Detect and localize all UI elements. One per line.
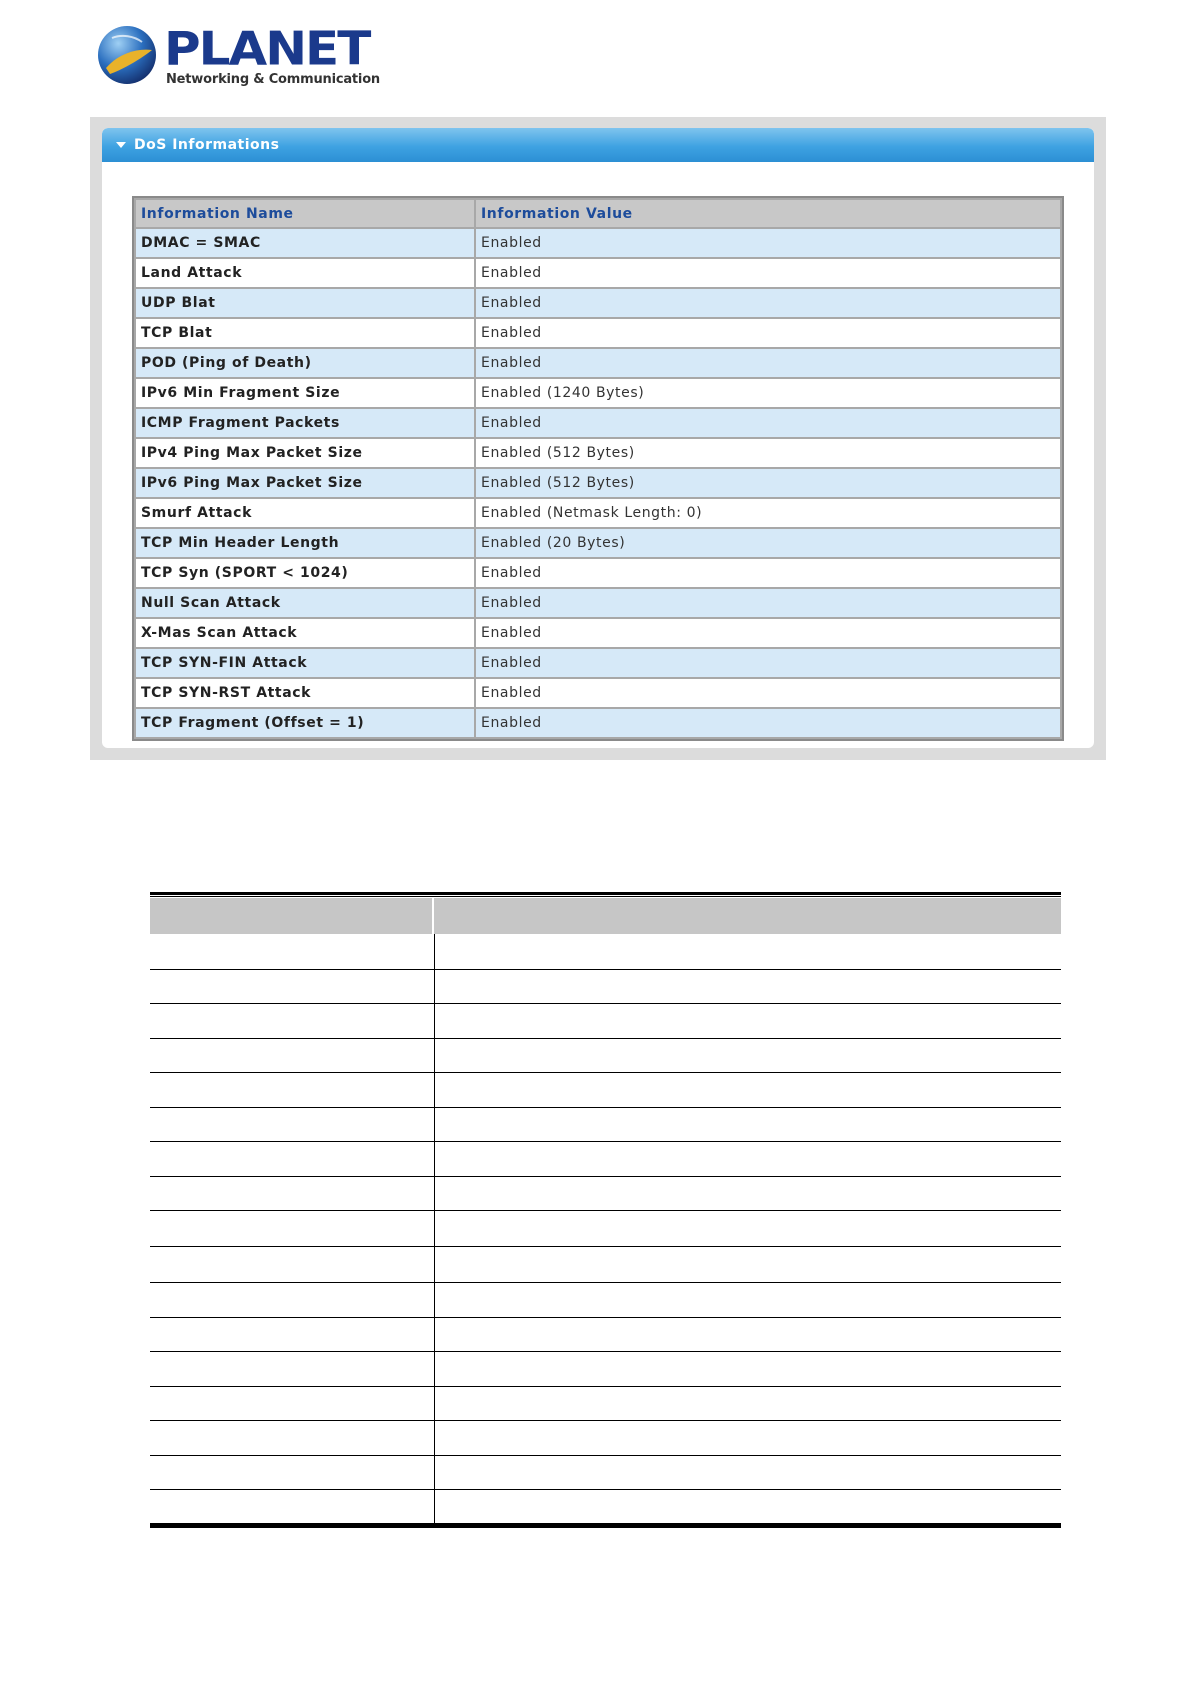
info-name-cell: IPv6 Ping Max Packet Size (135, 468, 475, 498)
table-row (135, 288, 1061, 318)
column-divider (434, 1420, 435, 1455)
info-value-cell: Enabled (475, 258, 1061, 288)
info-value-cell: Enabled (475, 648, 1061, 678)
table-bottom-rule (150, 1523, 1061, 1528)
table-row (150, 1282, 1061, 1318)
table-row (150, 1176, 1061, 1212)
table-row (150, 1210, 1061, 1247)
dos-panel (102, 128, 1094, 748)
column-divider (434, 1455, 435, 1490)
info-name-cell: TCP Syn (SPORT < 1024) (135, 558, 475, 588)
column-header-name: Information Name (135, 199, 475, 228)
table-row (150, 934, 1061, 970)
column-divider (434, 969, 435, 1004)
info-name-cell: DMAC = SMAC (135, 228, 475, 258)
table-row (135, 588, 1061, 618)
info-name-cell: IPv6 Min Fragment Size (135, 378, 475, 408)
table-row (150, 1455, 1061, 1491)
table-header-row (135, 199, 1061, 228)
table-row (150, 1038, 1061, 1074)
column-divider (434, 1317, 435, 1352)
triangle-down-icon[interactable] (116, 142, 126, 148)
table-row (150, 1141, 1061, 1177)
table-row (135, 558, 1061, 588)
info-name-cell: TCP Min Header Length (135, 528, 475, 558)
info-name-cell: TCP Blat (135, 318, 475, 348)
info-value-cell: Enabled (475, 678, 1061, 708)
column-divider (434, 934, 435, 969)
info-name-cell: UDP Blat (135, 288, 475, 318)
table-row (135, 228, 1061, 258)
info-value-cell: Enabled (475, 618, 1061, 648)
info-value-cell: Enabled (512 Bytes) (475, 468, 1061, 498)
column-header-value: Information Value (475, 199, 1061, 228)
table-row (135, 498, 1061, 528)
table-row (135, 438, 1061, 468)
table-row (135, 678, 1061, 708)
column-divider (434, 1489, 435, 1524)
table-row (150, 1072, 1061, 1108)
table-top-rule (150, 892, 1061, 897)
column-divider (434, 1210, 435, 1246)
info-name-cell: TCP SYN-FIN Attack (135, 648, 475, 678)
column-divider (434, 1351, 435, 1386)
info-value-cell: Enabled (475, 558, 1061, 588)
table-row (135, 318, 1061, 348)
info-value-cell: Enabled (475, 348, 1061, 378)
info-name-cell: Smurf Attack (135, 498, 475, 528)
planet-logo (96, 22, 380, 88)
info-name-cell: TCP SYN-RST Attack (135, 678, 475, 708)
column-divider (434, 1072, 435, 1107)
info-value-cell: Enabled (475, 228, 1061, 258)
info-name-cell: POD (Ping of Death) (135, 348, 475, 378)
table-row (150, 1420, 1061, 1456)
info-value-cell: Enabled (475, 318, 1061, 348)
column-divider (434, 1141, 435, 1176)
globe-icon (96, 24, 158, 86)
table-row (135, 408, 1061, 438)
table-row (150, 1246, 1061, 1283)
table-row (135, 528, 1061, 558)
table-row (135, 708, 1061, 738)
table-row (135, 618, 1061, 648)
table-row (135, 468, 1061, 498)
brand-tagline: Networking & Communication (166, 72, 380, 87)
info-value-cell: Enabled (Netmask Length: 0) (475, 498, 1061, 528)
table-row (150, 969, 1061, 1005)
panel-title: DoS Informations (134, 137, 280, 153)
info-value-cell: Enabled (475, 588, 1061, 618)
column-divider (434, 1003, 435, 1038)
table-row (150, 1489, 1061, 1525)
table-row (135, 258, 1061, 288)
info-value-cell: Enabled (475, 408, 1061, 438)
table-row (135, 348, 1061, 378)
table-header (150, 898, 1061, 934)
column-divider (434, 1107, 435, 1142)
column-divider (434, 1282, 435, 1317)
info-name-cell: Null Scan Attack (135, 588, 475, 618)
info-value-cell: Enabled (20 Bytes) (475, 528, 1061, 558)
info-name-cell: X-Mas Scan Attack (135, 618, 475, 648)
info-value-cell: Enabled (512 Bytes) (475, 438, 1061, 468)
info-value-cell: Enabled (1240 Bytes) (475, 378, 1061, 408)
dos-info-table (134, 198, 1062, 739)
table-row (150, 1003, 1061, 1039)
column-divider (434, 1246, 435, 1282)
table-row (150, 1386, 1061, 1422)
column-divider (434, 1386, 435, 1421)
info-value-cell: Enabled (475, 288, 1061, 318)
table-row (150, 1351, 1061, 1387)
header-divider (432, 898, 434, 934)
info-value-cell: Enabled (475, 708, 1061, 738)
info-name-cell: ICMP Fragment Packets (135, 408, 475, 438)
brand-name: PLANET (164, 22, 370, 76)
info-name-cell: TCP Fragment (Offset = 1) (135, 708, 475, 738)
table-row (150, 1317, 1061, 1353)
info-name-cell: IPv4 Ping Max Packet Size (135, 438, 475, 468)
table-row (135, 378, 1061, 408)
column-divider (434, 1038, 435, 1073)
dos-screenshot (90, 117, 1106, 760)
table-row (135, 648, 1061, 678)
panel-header[interactable] (102, 128, 1094, 162)
column-divider (434, 1176, 435, 1211)
info-name-cell: Land Attack (135, 258, 475, 288)
table-row (150, 1107, 1061, 1143)
